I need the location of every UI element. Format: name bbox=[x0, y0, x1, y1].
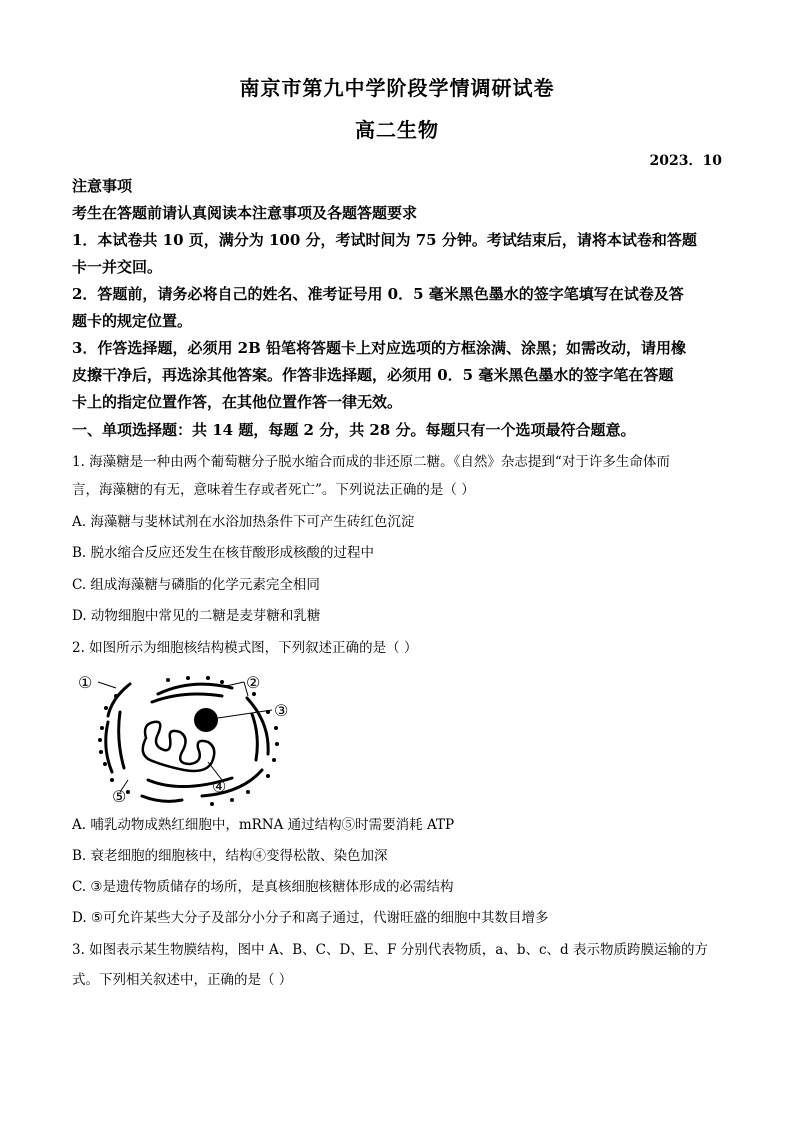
exam-date: 2023．10 bbox=[649, 153, 722, 169]
q1-stem-2: 言，海藻糖的有无，意味着生存或者死亡”。下列说法正确的是（ ） bbox=[72, 482, 475, 498]
q1-option-a: A. 海藻糖与斐林试剂在水浴加热条件下可产生砖红色沉淀 bbox=[72, 514, 415, 530]
label-4: ④ bbox=[212, 777, 227, 796]
envelope-inner-left bbox=[119, 712, 124, 768]
label-3: ③ bbox=[274, 701, 289, 720]
notes-line-7: 卡上的指定位置作答，在其他位置作答一律无效。 bbox=[72, 393, 403, 411]
leader-line-1 bbox=[98, 682, 116, 688]
nucleus-diagram bbox=[72, 668, 302, 808]
leader-line-2a bbox=[226, 682, 244, 686]
leader-line-3 bbox=[218, 710, 272, 718]
envelope-outer-bottom bbox=[142, 796, 182, 801]
notes-intro: 考生在答题前请认真阅读本注意事项及各题答题要求 bbox=[72, 204, 418, 222]
q1-stem-1: 1. 海藻糖是一种由两个葡萄糖分子脱水缩合而成的非还原二糖。《自然》杂志提到“对于许多生命体而 bbox=[72, 454, 670, 470]
section-heading: 一、单项选择题：共 14 题，每题 2 分，共 28 分。每题只有一个选项最符合题意。 bbox=[72, 421, 636, 439]
notes-heading: 注意事项 bbox=[72, 177, 133, 195]
q1-option-c: C. 组成海藻糖与磷脂的化学元素完全相同 bbox=[72, 577, 320, 593]
q1-option-d: D. 动物细胞中常见的二糖是麦芽糖和乳糖 bbox=[72, 608, 321, 624]
label-5: ⑤ bbox=[112, 787, 127, 806]
notes-line-1: 1．本试卷共 10 页，满分为 100 分，考试时间为 75 分钟。考试结束后，请将本试卷和答题 bbox=[72, 231, 697, 249]
label-1: ① bbox=[78, 673, 93, 692]
notes-line-5: 3．作答选择题，必须用 2B 铅笔将答题卡上对应选项的方框涂满、涂黑；如需改动，请用橡 bbox=[72, 339, 687, 357]
exam-subtitle: 高二生物 bbox=[355, 118, 439, 142]
notes-line-3: 2．答题前，请务必将自己的姓名、准考证号用 0．5 毫米黑色墨水的签字笔填写在试卷及答 bbox=[72, 285, 684, 303]
q2-option-b: B. 衰老细胞的细胞核中，结构④变得松散、染色加深 bbox=[72, 848, 388, 864]
q3-stem-2: 式。下列相关叙述中，正确的是（ ） bbox=[72, 972, 293, 988]
envelope-inner-top bbox=[152, 694, 222, 702]
envelope-inner-right bbox=[252, 714, 257, 760]
nucleolus bbox=[194, 708, 218, 732]
q2-stem: 2. 如图所示为细胞核结构模式图，下列叙述正确的是（ ） bbox=[72, 640, 418, 656]
notes-line-4: 题卡的规定位置。 bbox=[72, 312, 193, 330]
q2-option-d: D. ⑤可允许某些大分子及部分小分子和离子通过，代谢旺盛的细胞中其数目增多 bbox=[72, 910, 549, 926]
notes-line-6: 皮擦干净后，再选涂其他答案。作答非选择题，必须用 0．5 毫米黑色墨水的签字笔在答题 bbox=[72, 366, 674, 384]
q3-stem-1: 3. 如图表示某生物膜结构，图中 A、B、C、D、E、F 分别代表物质，a、b、c、d 表示物质跨膜运输的方 bbox=[72, 942, 708, 958]
notes-line-2: 卡一并交回。 bbox=[72, 258, 163, 276]
q1-option-b: B. 脱水缩合反应还发生在核苷酸形成核酸的过程中 bbox=[72, 545, 375, 561]
exam-title: 南京市第九中学阶段学情调研试卷 bbox=[239, 76, 555, 100]
label-2: ② bbox=[246, 673, 261, 692]
q2-option-a: A. 哺乳动物成熟红细胞中，mRNA 通过结构⑤时需要消耗 ATP bbox=[72, 817, 455, 833]
q2-option-c: C. ③是遗传物质储存的场所，是真核细胞核糖体形成的必需结构 bbox=[72, 879, 454, 895]
